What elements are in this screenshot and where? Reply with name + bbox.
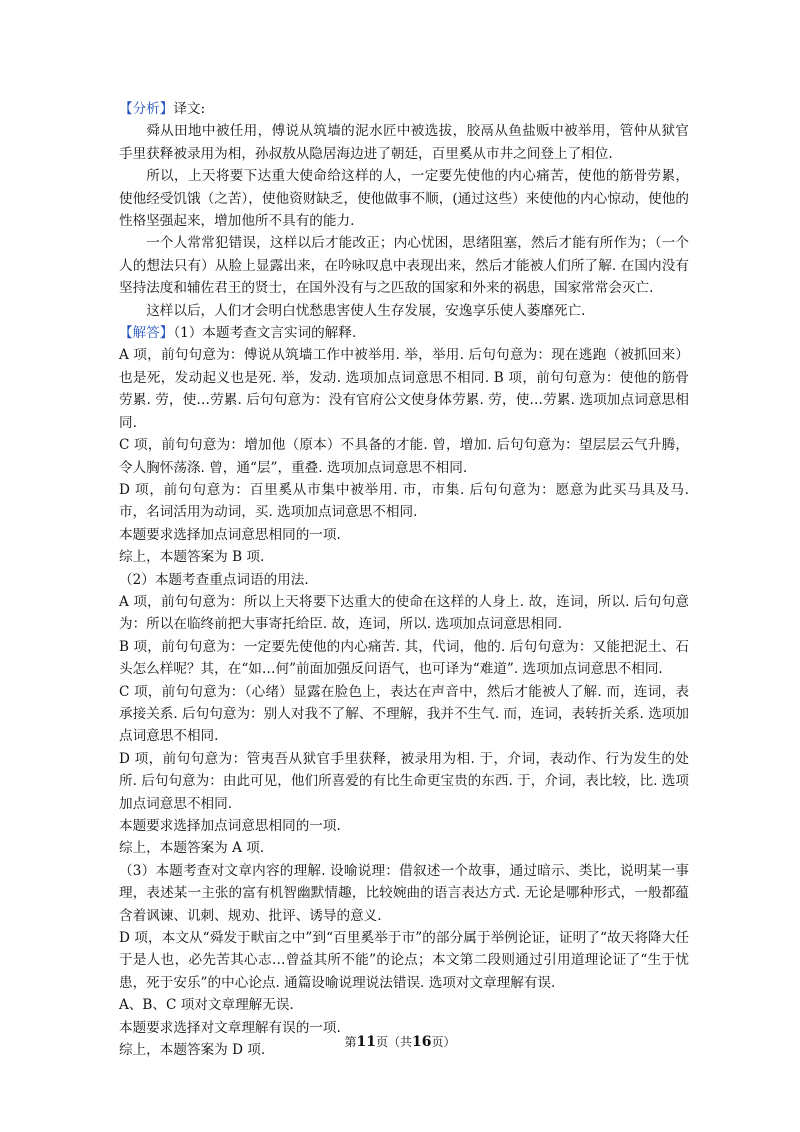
analysis-label: 译文: — [173, 101, 206, 117]
answer-paragraph: （3）本题考查对文章内容的理解. 设喻说理：借叙述一个故事，通过暗示、类比，说明某一事理，表述某一主张的富有机智幽默情趣，比较婉曲的语言表达方式. 无论是哪种形式，一般都蕴含着讽谏、讥刺、规劝、批评、诱导的意义. — [119, 862, 689, 924]
content-area — [119, 98, 689, 1061]
footer-middle: 页（共 — [375, 1035, 412, 1049]
answer-paragraph: （2）本题考查重点词语的用法. — [119, 571, 309, 588]
answer-paragraph: 本题要求选择对文章理解有误的一项. — [119, 1019, 341, 1036]
answer-paragraph: A 项，前句句意为：所以上天将要下达重大的使命在这样的人身上. 故，连词，所以. 后句句意为：所以在临终前把大事寄托给臣. 故，连词，所以. 选项加点词意思相同. — [119, 593, 689, 633]
footer-page-number: 11 — [356, 1034, 376, 1050]
answer-paragraph: 综上，本题答案为 A 项. — [119, 840, 265, 857]
translation-paragraph: 舜从田地中被任用，傅说从筑墙的泥水匠中被选拔，胶鬲从鱼盐贩中被举用，管仲从狱官手里获释被录用为相，孙叔敖从隐居海边进了朝廷，百里奚从市井之间登上了相位. — [119, 123, 689, 162]
analysis-tag: 【分析】 — [119, 101, 174, 117]
answer-paragraph: B 项，前句句意为：一定要先使他的内心痛苦. 其，代词，他的. 后句句意为：又能把泥土、石头怎么样呢？其，在“如…何”前面加强反问语气，也可译为“难道”. 选项加点词意思不相同. — [119, 638, 689, 678]
answer-heading — [119, 322, 689, 344]
page-footer — [0, 1033, 800, 1050]
answer-paragraph: 本题要求选择加点词意思相同的一项. — [119, 526, 341, 543]
translation-paragraph: 所以，上天将要下达重大使命给这样的人，一定要先使他的内心痛苦，使他的筋骨劳累，使他经受饥饿（之苦），使他资财缺乏，使他做事不顺，(通过这些）来使他的内心惊动，使他的性格坚强起来，增加他所不具有的能力. — [119, 168, 689, 230]
answer-paragraph: D 项，本文从“舜发于畎亩之中”到“百里奚举于市”的部分属于举例论证，证明了“故天将降大任于是人也，必先苦其心志…曾益其所不能”的论点；本文第二段则通过引用道理论证了“生于忧患，死于安乐”的中心论点. 通篇设喻说理说法错误. 选项对文章理解有误. — [119, 930, 689, 991]
footer-suffix: 页） — [431, 1035, 456, 1049]
answer-paragraph: C 项，前句句意为：（心绪）显露在脸色上，表达在声音中，然后才能被人了解. 而，连词，表承接关系. 后句句意为：别人对我不了解、不理解，我并不生气. 而，连词，表转折关系. 选项加点词意思不相同. — [119, 683, 689, 745]
footer-prefix: 第 — [344, 1035, 357, 1049]
answer-paragraph: A 项，前句句意为：傅说从筑墙工作中被举用. 举，举用. 后句句意为：现在逃跑（被抓回来）也是死，发动起义也是死. 举，发动. 选项加点词意思不相同. B 项，前句句意为：使他的筋骨劳累. 劳，使…劳累. 后句句意为：没有官府公文使身体劳累. 劳，使…劳累. 选项加点词意思相同. — [119, 347, 689, 431]
answer-paragraph: A、B、C 项对文章理解无误. — [119, 997, 294, 1014]
analysis-heading — [119, 98, 689, 120]
translation-paragraph: 一个人常常犯错误，这样以后才能改正；内心忧困，思绪阻塞，然后才能有所作为；（一个人的想法只有）从脸上显露出来，在吟咏叹息中表现出来，然后才能被人们所了解. 在国内没有坚持法度和辅佐君王的贤士，在国外没有与之匹敌的国家和外来的祸患，国家常常会灭亡. — [119, 235, 689, 297]
answer-tag: 【解答】 — [119, 325, 174, 342]
answer-paragraph: 综上，本题答案为 D 项. — [119, 1042, 266, 1059]
answer-paragraph: C 项，前句句意为：增加他（原本）不具备的才能. 曾，增加. 后句句意为：望层层云气升腾，令人胸怀荡涤. 曾，通“层”，重叠. 选项加点词意思不相同. — [119, 437, 689, 476]
answer-paragraph: D 项，前句句意为：百里奚从市集中被举用. 市，市集. 后句句意为：愿意为此买马具及马. 市，名词活用为动词，买. 选项加点词意思不相同. — [119, 481, 689, 521]
answer-paragraph: 综上，本题答案为 B 项. — [119, 549, 265, 566]
answer-paragraph: 本题要求选择加点词意思相同的一项. — [119, 818, 341, 834]
answer-paragraph: D 项，前句句意为：管夷吾从狱官手里获释，被录用为相. 于，介词，表动作、行为发生的处所. 后句句意为：由此可见，他们所喜爱的有比生命更宝贵的东西. 于，介词，表比较，比. 选项加点词意思不相同. — [119, 750, 689, 812]
translation-paragraph: 这样以后，人们才会明白忧愁患害使人生存发展，安逸享乐使人萎靡死亡. — [146, 302, 586, 319]
footer-total-pages: 16 — [412, 1034, 432, 1050]
answer-paragraph: （1）本题考查文言实词的解释. — [173, 325, 357, 342]
